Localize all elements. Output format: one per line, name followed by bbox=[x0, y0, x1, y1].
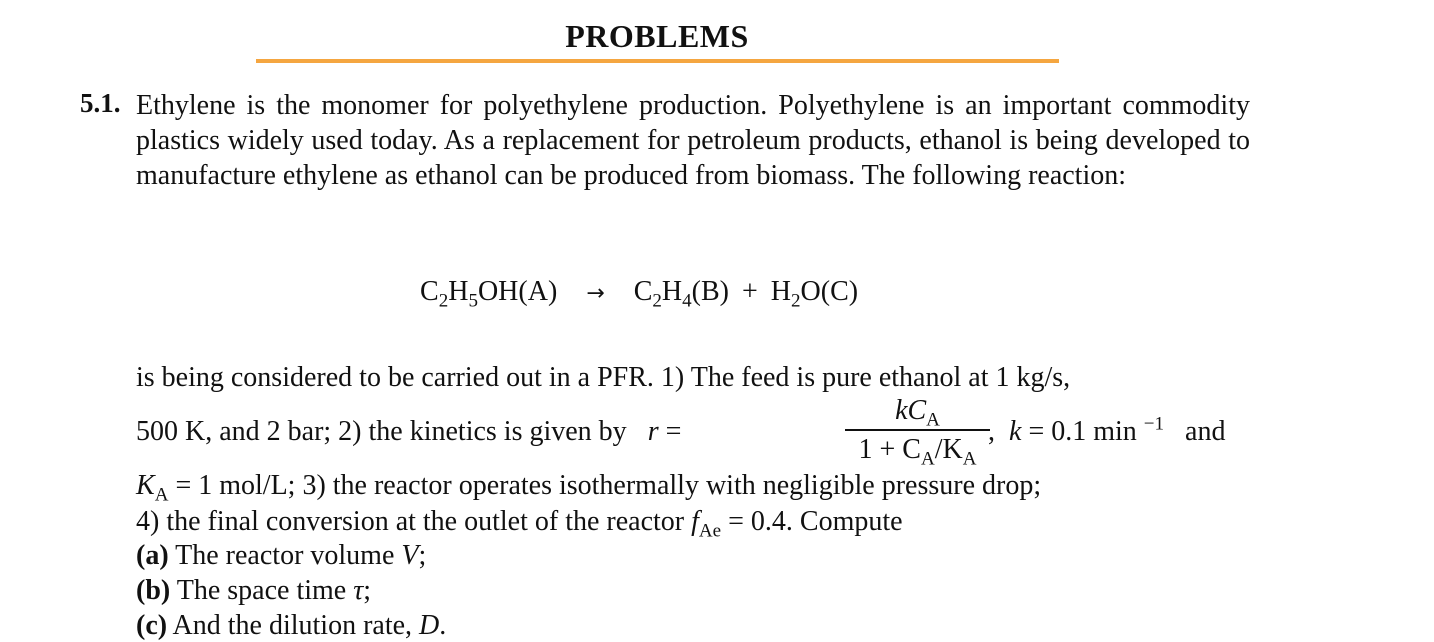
part-b: (b) The space time τ; bbox=[136, 575, 372, 606]
reaction-equation bbox=[420, 276, 859, 312]
line-ka: $K_A = 1$ mol/L; 3) the reactor operates isothermally with negligible pressure drop; bbox=[136, 470, 1042, 506]
problem-intro: Ethylene is the monomer for polyethylene production. Polyethylene is an important commodity plastics widely used today. As a replacement for petroleum products, ethanol is being developed to manufacture ethylene as ethanol can be produced from biomass. The following reaction: bbox=[136, 90, 1250, 191]
product-b: $C_2H_4(B)$ bbox=[633, 276, 729, 312]
rate-fraction bbox=[845, 395, 990, 470]
heading-underline bbox=[256, 59, 1059, 63]
part-c: (c) And the dilution rate, D. bbox=[136, 610, 447, 641]
fraction-bar bbox=[845, 429, 990, 431]
line-kinetics: 500 K, and 2 bar; 2) the kinetics is given by r = bbox=[136, 416, 682, 447]
reaction-arrow: → bbox=[586, 281, 605, 306]
rate-denominator: $1 + C_A/K_A$ bbox=[858, 434, 977, 470]
kinetics-text: 500 K, and 2 bar; 2) the kinetics is given by bbox=[136, 416, 627, 447]
line-conversion: 4) the final conversion at the outlet of the reactor $f_{Ae} = 0.4$. Compute bbox=[136, 506, 903, 542]
line-feed: is being considered to be carried out in a PFR. 1) The feed is pure ethanol at 1 kg/s, bbox=[136, 362, 1071, 393]
rate-numerator: $kC_A$ bbox=[895, 395, 940, 431]
section-heading: PROBLEMS bbox=[565, 18, 749, 54]
product-c: $H_2O(C)$ bbox=[770, 276, 859, 312]
plus-sign: + bbox=[741, 276, 758, 307]
k-value: , k = 0.1 min $^{-1}$ and bbox=[988, 413, 1226, 447]
problem-number: 5.1. bbox=[80, 88, 121, 118]
rate-symbol: r bbox=[633, 416, 659, 447]
part-a: (a) The reactor volume V; bbox=[136, 540, 427, 571]
reactant: $C_2H_5OH(A)$ bbox=[420, 276, 558, 312]
